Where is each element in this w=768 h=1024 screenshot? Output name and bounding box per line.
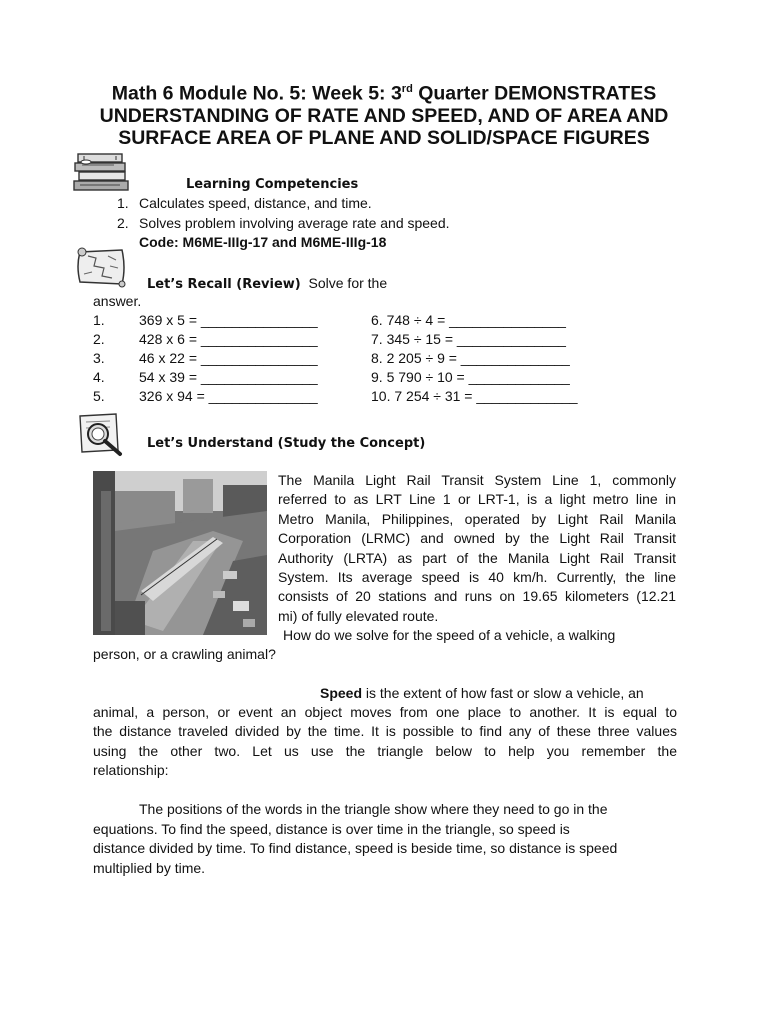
exercise-10: 10. 7 254 ÷ 31 = _____________ xyxy=(371,388,578,404)
competency-1-text: Calculates speed, distance, and time. xyxy=(139,195,372,211)
recall-instruction-continued: answer. xyxy=(93,293,142,309)
exercise-5: 326 x 94 = ______________ xyxy=(139,388,318,404)
lrt-line-7: consists of 20 stations and runs on 19.65 kilometers (12.21 xyxy=(278,588,676,605)
title-line-2: UNDERSTANDING OF RATE AND SPEED, AND OF AREA AND xyxy=(99,104,669,127)
exercise-1: 369 x 5 = _______________ xyxy=(139,312,318,328)
positions-line-4: multiplied by time. xyxy=(93,860,206,876)
title-line-1-text: Math 6 Module No. 5: Week 5: 3 xyxy=(111,82,402,105)
exercise-6: 6. 748 ÷ 4 = _______________ xyxy=(371,312,566,328)
lrt-line-2: referred to as LRT Line 1 or LRT-1, is a light metro line in xyxy=(278,491,676,508)
recall-heading: Let’s Recall (Review) xyxy=(147,277,301,292)
speed-line-4: using the other two. Let us use the triangle below to help you remember the xyxy=(93,742,677,759)
exercise-9: 9. 5 790 ÷ 10 = _____________ xyxy=(371,369,570,385)
title-superscript: rd xyxy=(401,83,413,95)
question-line-2: person, or a crawling animal? xyxy=(93,646,276,662)
magnifying-glass-icon xyxy=(72,410,130,458)
competency-code: Code: M6ME-IIIg-17 and M6ME-IIIg-18 xyxy=(139,234,387,250)
exercise-2-number: 2. xyxy=(93,331,105,347)
competencies-heading: Learning Competencies xyxy=(186,177,359,192)
lrt-photo-illustration xyxy=(93,471,267,635)
speed-line-2: animal, a person, or event an object moves from one place to another. It is equal to xyxy=(93,704,677,720)
recall-instruction: Solve for the xyxy=(308,275,388,291)
module-title xyxy=(60,78,708,149)
title-line-3: SURFACE AREA OF PLANE AND SOLID/SPACE FIGURES xyxy=(118,126,650,149)
exercise-1-number: 1. xyxy=(93,312,105,328)
lrt-paragraph xyxy=(278,471,676,626)
positions-line-2: equations. To find the speed, distance is over time in the triangle, so speed is xyxy=(93,821,570,837)
lrt-line-8: mi) of fully elevated route. xyxy=(278,607,439,624)
lrt-line-1: The Manila Light Rail Transit System Line 1, commonly xyxy=(278,472,676,488)
books-icon xyxy=(72,150,134,192)
exercise-5-number: 5. xyxy=(93,388,105,404)
exercise-7: 7. 345 ÷ 15 = ______________ xyxy=(371,331,566,347)
exercise-4-number: 4. xyxy=(93,369,105,385)
recall-line xyxy=(147,274,387,294)
speed-line-1-text: is the extent of how fast or slow a vehicle, an xyxy=(362,685,644,701)
exercise-3: 46 x 22 = _______________ xyxy=(139,350,318,366)
competency-2-text: Solves problem involving average rate and speed. xyxy=(139,215,450,231)
lrt-photo xyxy=(93,471,267,635)
speed-line-1 xyxy=(320,684,644,703)
question-line-1: How do we solve for the speed of a vehicle, a walking xyxy=(283,627,616,643)
title-line-1-rest: Quarter DEMONSTRATES xyxy=(412,82,657,105)
lrt-line-5: Authority (LRTA) as part of the Manila Light Rail Transit xyxy=(278,549,676,566)
competency-1-number: 1. xyxy=(117,195,129,211)
speed-line-5: relationship: xyxy=(93,762,169,779)
speed-paragraph xyxy=(93,703,677,781)
scroll-map-icon xyxy=(74,246,130,288)
speed-term: Speed xyxy=(320,685,363,701)
exercise-2: 428 x 6 = _______________ xyxy=(139,331,318,347)
exercise-3-number: 3. xyxy=(93,350,105,366)
understand-heading: Let’s Understand (Study the Concept) xyxy=(147,436,426,451)
lrt-line-6: System. Its average speed is 40 km/h. Currently, the line xyxy=(278,569,676,586)
competency-2-number: 2. xyxy=(117,215,129,231)
title-line-1 xyxy=(60,78,708,105)
exercise-8: 8. 2 205 ÷ 9 = ______________ xyxy=(371,350,570,366)
positions-line-1: The positions of the words in the triangle show where they need to go in the xyxy=(139,801,608,817)
lrt-line-4: Corporation (LRMC) and owned by the Light Rail Transit xyxy=(278,530,676,547)
speed-line-3: the distance traveled divided by the time. It is possible to find any of these three values xyxy=(93,723,677,740)
positions-line-3: distance divided by time. To find distance, speed is beside time, so distance is speed xyxy=(93,840,618,856)
lrt-line-3: Metro Manila, Philippines, operated by Light Rail Manila xyxy=(278,510,676,527)
exercise-4: 54 x 39 = _______________ xyxy=(139,369,318,385)
